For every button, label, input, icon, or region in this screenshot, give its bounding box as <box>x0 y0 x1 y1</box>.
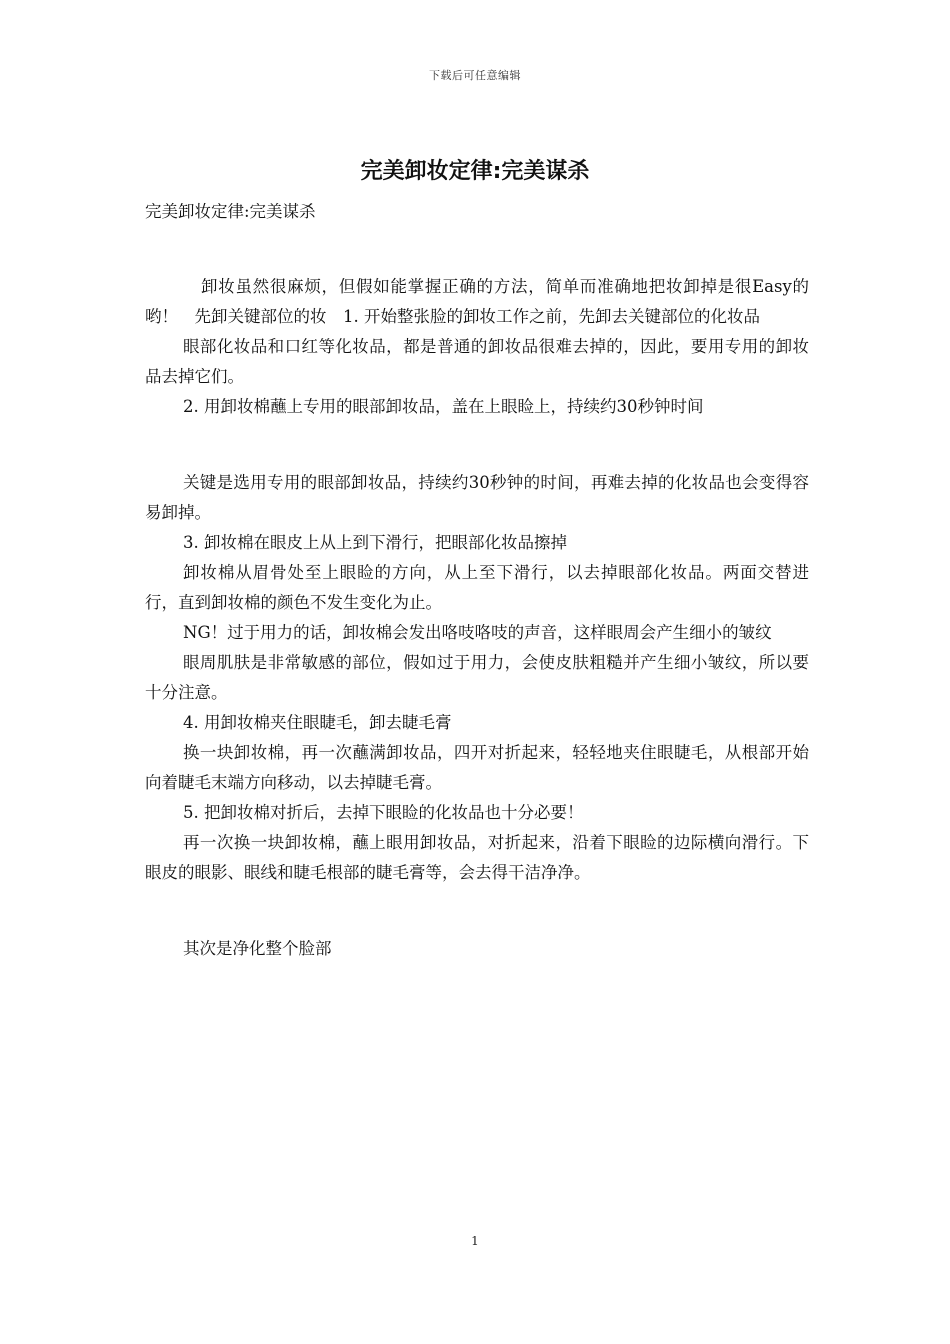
document-title: 完美卸妆定律:完美谋杀 <box>360 159 590 184</box>
paragraph: 眼周肌肤是非常敏感的部位，假如过于用力，会使皮肤粗糙并产生细小皱纹，所以要十分注意。 <box>145 653 809 702</box>
document-subtitle: 完美卸妆定律:完美谋杀 <box>145 202 316 221</box>
page-number: 1 <box>471 1234 479 1248</box>
paragraph: 卸妆棉从眉骨处至上眼睑的方向，从上至下滑行，以去掉眼部化妆品。两面交替进行，直到卸妆棉的颜色不发生变化为止。 <box>145 563 809 612</box>
paragraph: 其次是净化整个脸部 <box>183 939 332 958</box>
paragraph: 4. 用卸妆棉夹住眼睫毛，卸去睫毛膏 <box>183 713 452 732</box>
paragraph: 2. 用卸妆棉蘸上专用的眼部卸妆品，盖在上眼睑上，持续约30秒钟时间 <box>183 397 704 416</box>
paragraph: 3. 卸妆棉在眼皮上从上到下滑行，把眼部化妆品擦掉 <box>183 533 567 552</box>
paragraph: NG！过于用力的话，卸妆棉会发出咯吱咯吱的声音，这样眼周会产生细小的皱纹 <box>183 623 772 642</box>
paragraph: 5. 把卸妆棉对折后，去掉下眼睑的化妆品也十分必要！ <box>183 803 584 822</box>
paragraph: 卸妆虽然很麻烦，但假如能掌握正确的方法，简单而准确地把妆卸掉是很Easy的哟！ 先卸关键部位的妆 1. 开始整张脸的卸妆工作之前，先卸去关键部位的化妆品 <box>145 277 809 326</box>
paragraph: 再一次换一块卸妆棉，蘸上眼用卸妆品，对折起来，沿着下眼睑的边际横向滑行。下眼皮的眼影、眼线和睫毛根部的睫毛膏等，会去得干洁净净。 <box>145 833 809 882</box>
paragraph: 换一块卸妆棉，再一次蘸满卸妆品，四开对折起来，轻轻地夹住眼睫毛，从根部开始向着睫毛末端方向移动，以去掉睫毛膏。 <box>145 743 809 792</box>
document-body <box>145 197 809 964</box>
paragraph: 关键是选用专用的眼部卸妆品，持续约30秒钟的时间，再难去掉的化妆品也会变得容易卸掉。 <box>145 473 809 522</box>
header-note: 下载后可任意编辑 <box>429 69 521 82</box>
paragraph: 眼部化妆品和口红等化妆品，都是普通的卸妆品很难去掉的，因此，要用专用的卸妆品去掉它们。 <box>145 337 809 386</box>
